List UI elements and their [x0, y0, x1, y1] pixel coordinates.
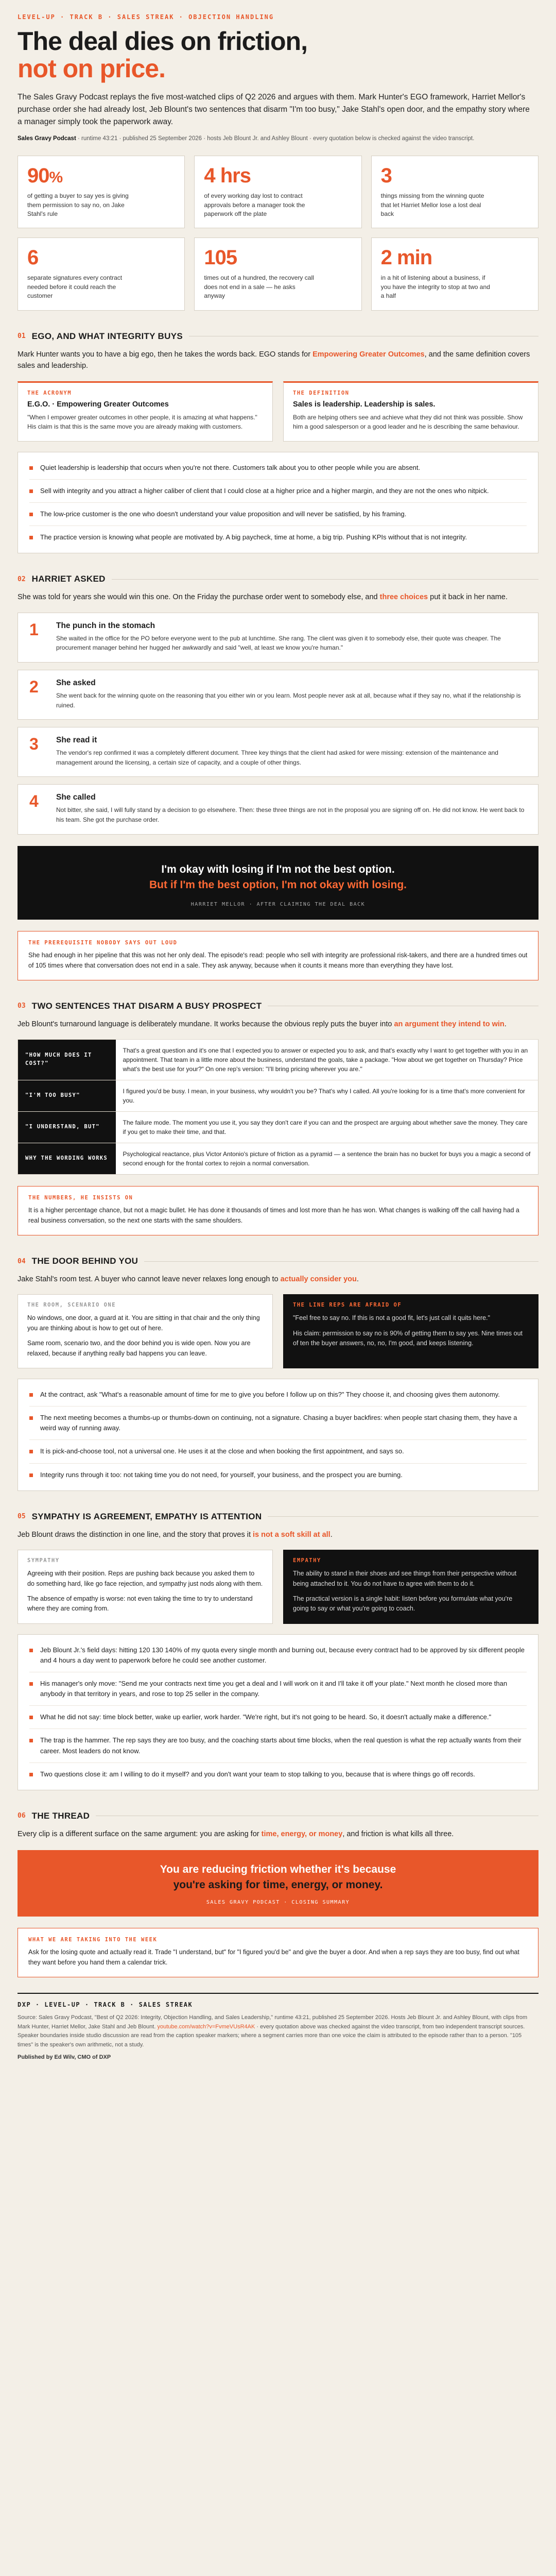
stat-number: 90 [27, 164, 49, 188]
section-rule [268, 1516, 538, 1517]
list-item: Jeb Blount Jr.'s field days: hitting 120 130 140% of my quota every single month and burning out, because every contract had to be approved by six different people and 4 hours a day went to paperwork before he could see another customer. [29, 1639, 527, 1672]
banner-caption: SALES GRAVY PODCAST · CLOSING SUMMARY [206, 1900, 350, 1906]
row-key: "I'M TOO BUSY" [18, 1080, 116, 1112]
section-header [18, 1001, 538, 1011]
list-item: Quiet leadership is leadership that occurs when you're not there. Customers talk about you to other people while you are absent. [29, 456, 527, 480]
closing-banner [18, 1850, 538, 1917]
highlight: three choices [379, 593, 428, 602]
callout-body: She had enough in her pipeline that this was not her only deal. The episode's read: people who sell with integrity are professional risk-takers, and there are a hundred times out of 105 times where that conversation does not end in a sale. They ask anyway, because when it counts it means more than everything they have lost. [28, 951, 528, 969]
comparison-card [283, 1294, 538, 1368]
bullet-icon [29, 1649, 33, 1652]
step-body: She went back for the winning quote on the reasoning that you either win or you learn. Most people never ask at all, because what if they say no, what if the relationship is ruined. [56, 691, 521, 709]
step-body: She waited in the office for the PO before everyone went to the pub at lunchtime. She rang. The client was given it to somebody else, their quote was cheaper. The procurement manager behind her hugged her awkwardly and said "well, at least we know you're human." [56, 634, 501, 652]
quote-line-2: But if I'm the best option, I'm not okay with losing. [149, 878, 407, 891]
callout-tag: WHAT WE ARE TAKING INTO THE WEEK [28, 1937, 158, 1943]
episode-meta [18, 134, 538, 143]
kicker: LEVEL-UP · TRACK B · SALES STREAK · OBJECTION HANDLING [18, 13, 274, 21]
stat-number: 4 hrs [204, 164, 251, 188]
title-line-2: not on price. [18, 54, 165, 83]
section-title: TWO SENTENCES THAT DISARM A BUSY PROSPECT [31, 1001, 262, 1011]
card-heading: E.G.O. · Empowering Greater Outcomes [27, 400, 169, 409]
card-body: The practical version is a single habit: listen before you formulate what you're going to say or what you're going to coach. [293, 1595, 513, 1613]
row-value: That's a great question and it's one that I expected you to answer or expected you to ask, and that's exactly why I want to get together with you in an appointment. That team in a little more about the business, understand the goals, take a package. "How about we get together on Thursday? Price what's the best use for your?" On one rep's version: "I'll bring pricing wherever you are." [116, 1040, 538, 1080]
section-intro: Jeb Blount's turnaround language is deliberately mundane. It works because the obvious reply puts the buyer into an argument they intend to win. [18, 1020, 507, 1028]
table-row [18, 1080, 538, 1112]
quote-line-1: I'm okay with losing if I'm not the best option. [161, 863, 395, 875]
card-body: Both are helping others see and achieve what they did not think was possible. Show him a good salesperson or a good leader and he is describing the same behaviour. [293, 413, 523, 431]
title-line-1: The deal dies on friction, [18, 27, 307, 56]
bullet-icon [29, 1739, 33, 1742]
card-body: Same room, scenario two, and the door behind you is wide open. Now you are relaxed, because if anything really bad happens you can leave. [27, 1340, 251, 1357]
comparison-card [18, 1294, 273, 1368]
section-header [18, 1811, 538, 1821]
card-heading: Sales is leadership. Leadership is sales. [293, 400, 436, 409]
definition-card [18, 381, 273, 442]
section-title: HARRIET ASKED [31, 574, 106, 584]
bullet-icon [29, 1450, 33, 1453]
section-intro: Every clip is a different surface on the same argument: you are asking for time, energy, or money, and friction is what kills all three. [18, 1829, 454, 1838]
section-intro: She was told for years she would win this one. On the Friday the purchase order went to somebody else, and three choices put it back in her name. [18, 593, 508, 602]
section-number: 06 [18, 1812, 26, 1820]
step-heading: She asked [56, 678, 96, 687]
stat-label: in a hit of listening about a business, if you have the integrity to stop at two and a half [380, 274, 490, 300]
bullet-list [18, 1379, 538, 1491]
bullet-icon [29, 536, 33, 539]
comparison-columns [18, 1550, 538, 1624]
pull-quote [18, 846, 538, 920]
comparison-card [18, 1550, 273, 1624]
stat-unit: % [49, 169, 63, 187]
step-card [18, 784, 538, 834]
section-intro: Jake Stahl's room test. A buyer who cannot leave never relaxes long enough to actually consider you. [18, 1275, 359, 1284]
highlight: Empowering Greater Outcomes [312, 350, 425, 359]
comparison-card [283, 1550, 538, 1624]
section-number: 01 [18, 332, 26, 341]
section-intro: Mark Hunter wants you to have a big ego, then he takes the words back. EGO stands for Empowering Greater Outcomes, and the same definition covers sales and leadership. [18, 350, 530, 370]
section-intro: Jeb Blount draws the distinction in one line, and the story that proves it is not a soft skill at all. [18, 1530, 333, 1539]
list-item: It is pick-and-choose tool, not a universal one. He uses it at the close and when booking the first appointment, and says so. [29, 1440, 527, 1463]
section-rule [144, 1261, 538, 1262]
definition-card [283, 381, 538, 442]
list-item: His manager's only move: "Send me your contracts next time you get a deal and I will work on it and I'll take it off your plate." Next month he closed more than anybody in that territory in years, and rose to top 25 seller in the company. [29, 1672, 527, 1706]
card-body: The ability to stand in their shoes and see things from their perspective without being attached to it. You do not have to agree with them to do it. [293, 1570, 517, 1587]
callout-tag: THE PREREQUISITE NOBODY SAYS OUT LOUD [28, 939, 178, 946]
section-title: EGO, AND WHAT INTEGRITY BUYS [31, 331, 183, 341]
callout-body: It is a higher percentage chance, but not a magic bullet. He has done it thousands of times and lost more than he has won. What changes is walking off the call having had a real business conversation, so the next one starts with the same shoulders. [28, 1207, 519, 1225]
row-key: WHY THE WORDING WORKS [18, 1143, 116, 1175]
list-item: What he did not say: time block better, wake up earlier, work harder. "We're right, but it's not going to be heard. So, it doesn't actually make a difference." [29, 1706, 527, 1729]
section-title: THE THREAD [31, 1810, 90, 1821]
card-tag: THE DEFINITION [293, 389, 350, 396]
card-tag: THE ACRONYM [27, 389, 72, 396]
highlight: time, energy, or money [261, 1829, 343, 1838]
step-card [18, 613, 538, 663]
highlight: actually consider you [280, 1275, 357, 1284]
row-key: "HOW MUCH DOES IT COST?" [18, 1040, 116, 1080]
list-item: The trap is the hammer. The rep says they are too busy, and the coaching starts about time blocks, when the real question is what the rep actually wants from their career. Most leaders do not know. [29, 1729, 527, 1762]
bullet-icon [29, 1716, 33, 1719]
step-card [18, 670, 538, 720]
banner-line-2: you're asking for time, energy, or money. [173, 1879, 383, 1891]
table-row [18, 1040, 538, 1080]
banner-line-1: You are reducing friction whether it's because [160, 1863, 396, 1876]
card-tag: THE ROOM, SCENARIO ONE [27, 1302, 116, 1309]
callout-body: Ask for the losing quote and actually read it. Trade "I understand, but" for "I figured you'd be" and give the buyer a door. And when a rep says they are too busy, find out what they want before you hand them a calendar trick. [28, 1948, 519, 1967]
step-card [18, 727, 538, 777]
stat-card [194, 156, 361, 228]
section-number: 04 [18, 1257, 26, 1265]
stat-card [18, 238, 185, 310]
meta-label: Sales Gravy Podcast [18, 135, 76, 142]
card-body: The absence of empathy is worse: not even taking the time to try to understand where they are coming from. [27, 1595, 253, 1613]
list-item: The practice version is knowing what people are motivated by. A big paycheck, time at home, a big trip. Pushing KPIs without that is not integrity. [29, 526, 527, 549]
row-value: The failure mode. The moment you use it, you say they don't care if you can and the prospect are arguing about whether save the money. They care if you get to make their time, and that. [116, 1112, 538, 1143]
bullet-icon [29, 466, 33, 470]
stat-label: of getting a buyer to say yes is giving them permission to say no, on Jake Stahl's rule [27, 192, 129, 218]
step-number: 3 [29, 735, 39, 754]
list-item: Two questions close it: am I willing to do it myself? and you don't want your team to stop talking to you, because that is where things go off records. [29, 1763, 527, 1786]
bullet-icon [29, 1773, 33, 1776]
callout-tag: THE NUMBERS, HE INSISTS ON [28, 1195, 133, 1201]
callout-box [18, 1186, 538, 1235]
stat-number: 105 [204, 246, 237, 269]
section-header [18, 574, 538, 584]
step-heading: She read it [56, 736, 97, 745]
section-title: SYMPATHY IS AGREEMENT, EMPATHY IS ATTENTION [31, 1511, 262, 1521]
stat-label: times out of a hundred, the recovery call does not end in a sale — he asks anyway [204, 274, 314, 300]
step-number: 1 [29, 620, 39, 639]
stat-label: of every working day lost to contract approvals before a manager took the paperwork off the plate [204, 192, 305, 218]
stats-grid [18, 156, 538, 310]
bullet-icon [29, 1416, 33, 1420]
callout-box [18, 1928, 538, 1977]
section-number: 03 [18, 1002, 26, 1010]
card-body: His claim: permission to say no is 90% of getting them to say yes. Nine times out of ten the buyer answers, no, no, I'm good, and keeps listening. [293, 1329, 523, 1347]
footer-title: DXP · LEVEL-UP · TRACK B · SALES STREAK [18, 2001, 193, 2009]
section-rule [112, 579, 538, 580]
lead-paragraph: The Sales Gravy Podcast replays the five most-watched clips of Q2 2026 and argues with them. Mark Hunter's EGO framework, Harriet Mellor's purchase order she had already lost, Jeb Blount's two sentences that disarm "I'm too busy," Jake Stahl's open door, and the empathy story where a manager simply took the paperwork away. [18, 93, 530, 127]
quote-caption: HARRIET MELLOR · AFTER CLAIMING THE DEAL BACK [190, 901, 366, 907]
section-title: THE DOOR BEHIND YOU [31, 1256, 138, 1266]
stat-label: separate signatures every contract needed before it could reach the customer [27, 274, 123, 300]
step-body: The vendor's rep confirmed it was a completely different document. Three key things that the client had asked for were missing: extension of the maintenance and management around the licensing, a certain size of capacity, and a couple of other things. [56, 749, 498, 766]
section-header [18, 1256, 538, 1266]
row-value: Psychological reactance, plus Victor Antonio's picture of friction as a pyramid — a sentence the brain has no bucket for buys you a magic a second of second enough for the frontal cortex to rejoin a normal conversation. [116, 1143, 538, 1175]
bullet-icon [29, 513, 33, 516]
row-key: "I UNDERSTAND, BUT" [18, 1112, 116, 1143]
meta-detail: · runtime 43:21 · published 25 September 2026 · hosts Jeb Blount Jr. and Ashley Blount · every quotation below is checked against the video transcript. [76, 135, 475, 142]
section-header [18, 1512, 538, 1522]
section-number: 02 [18, 575, 26, 583]
bullet-icon [29, 1473, 33, 1477]
page-title [18, 28, 538, 82]
bullet-icon [29, 1682, 33, 1686]
stat-label: things missing from the winning quote that let Harriet Mellor lose a lost deal back [380, 192, 484, 218]
list-item: At the contract, ask "What's a reasonable amount of time for me to give you before I follow up on this?" They choose it, and choosing gives them autonomy. [29, 1383, 527, 1406]
section-number: 05 [18, 1513, 26, 1521]
step-heading: She called [56, 793, 96, 802]
published-by: Published by Ed Wilv, CMO of DXP [18, 2054, 111, 2060]
bullet-list [18, 1634, 538, 1790]
step-list [18, 613, 538, 835]
card-body: "When I empower greater outcomes in other people, it is amazing at what happens." His claim is that this is the same move you are already making with customers. [27, 413, 257, 431]
source-link[interactable]: youtube.com/watch?v=FvmeVUsR4AK [157, 2023, 255, 2030]
card-tag: SYMPATHY [27, 1557, 60, 1564]
stat-card [371, 156, 538, 228]
section-header [18, 331, 538, 342]
list-item: Sell with integrity and you attract a higher caliber of client that I could close at a higher price and a higher margin, and they are not the ones who nitpick. [29, 480, 527, 503]
callout-box [18, 931, 538, 980]
stat-number: 6 [27, 246, 39, 269]
stat-number: 2 min [380, 246, 432, 269]
bullet-icon [29, 489, 33, 493]
stat-card [371, 238, 538, 310]
highlight: an argument they intend to win [394, 1020, 505, 1028]
bullet-list [18, 452, 538, 554]
highlight: is not a soft skill at all [253, 1530, 331, 1539]
stat-card [194, 238, 361, 310]
definition-cards [18, 381, 538, 442]
card-body: "Feel free to say no. If this is not a good fit, let's just call it quits here." [293, 1314, 490, 1322]
footer-source: Source: Sales Gravy Podcast, "Best of Q2 2026: Integrity, Objection Handling, and Sales Leadership," runtime 43:21, published 25 September 2026. Hosts Jeb Blount Jr. and Ashley Blount, with clips from Mark Hunter, Harriet Mellor, Jake Stahl and Jeb Blount. youtube.com/watch?v=FvmeVUsR4AK · every quotation above was checked against the video transcript, from two independent transcript sources. Speaker boundaries inside studio discussion are read from the caption speaker markers; where a segment carries more than one voice the claim is attributed to the episode rather than to a person. "105 times" is the speaker's own arithmetic, not a study. [18, 2014, 528, 2048]
stat-card [18, 156, 185, 228]
list-item: Integrity runs through it too: not taking time you do not need, for yourself, your business, and the prospect you are burning. [29, 1464, 527, 1486]
stat-number: 3 [380, 164, 392, 188]
table-row [18, 1112, 538, 1143]
row-value: I figured you'd be busy. I mean, in your business, why wouldn't you be? That's why I called. All you're looking for is a time that's more convenient for you. [116, 1080, 538, 1112]
card-tag: THE LINE REPS ARE AFRAID OF [293, 1302, 402, 1309]
card-tag: EMPATHY [293, 1557, 321, 1564]
card-body: No windows, one door, a guard at it. You are sitting in that chair and the only thing you are thinking about is how to get out of here. [27, 1314, 260, 1332]
bullet-icon [29, 1393, 33, 1397]
comparison-columns [18, 1294, 538, 1368]
footer [18, 1993, 538, 2060]
objection-table [18, 1039, 538, 1175]
step-number: 4 [29, 792, 39, 811]
list-item: The low-price customer is the one who doesn't understand your value proposition and will never be satisfied, by his framing. [29, 503, 527, 526]
list-item: The next meeting becomes a thumbs-up or thumbs-down on continuing, not a signature. Chasing a buyer backfires: when people start chasing them, they have a weird way of running away. [29, 1406, 527, 1440]
step-number: 2 [29, 677, 39, 696]
step-heading: The punch in the stomach [56, 621, 155, 630]
step-body: Not bitter, she said, I will fully stand by a decision to go elsewhere. Then: these three things are not in the proposal you are signing off on. He did not know. He went back to his team. She got the purchase order. [56, 806, 525, 823]
card-body: Agreeing with their position. Reps are pushing back because you asked them to do something hard, like go face rejection, and sympathy just nods along with them. [27, 1570, 263, 1587]
table-row [18, 1143, 538, 1175]
